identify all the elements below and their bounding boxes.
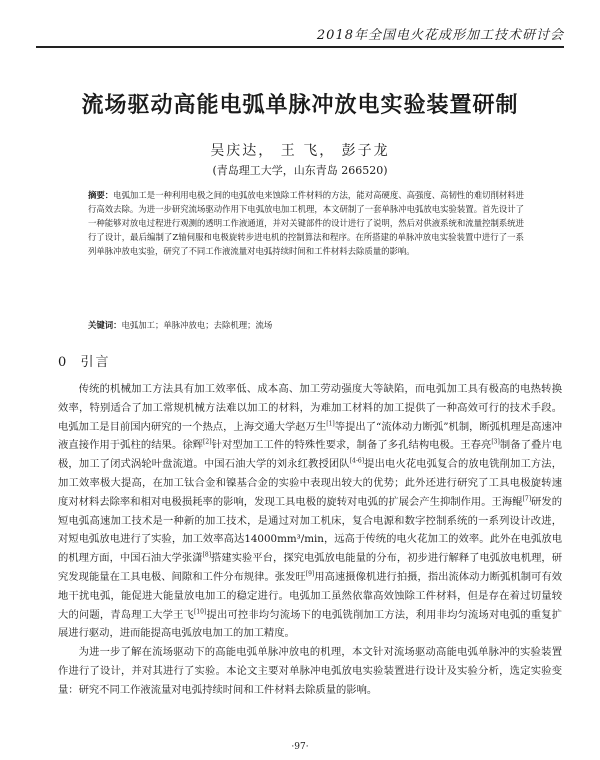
keywords bbox=[88, 318, 524, 332]
page-number: ·97· bbox=[291, 742, 309, 752]
abstract-text: 电弧加工是一种利用电极之间的电弧放电来蚀除工件材料的方法，能对高硬度、高强度、高韧性的难切削材料进行高效去除。为进一步研究流场驱动作用下电弧放电加工机理，本文研制了一套单脉冲电弧放电实验装置。首先设计了一种能够对放电过程进行观测的透明工作液通道，并对关键部件的设计进行了说明，然后对供液系统和流量控制系统进行了设计，最后编制了Z轴伺服和电极旋转步进电机的控制算法和程序。在所搭建的单脉冲放电实验装置中进行了一系列单脉冲放电实验，研究了不同工作液流量对电弧持续时间和工件材料去除质量的影响。 bbox=[88, 190, 524, 256]
citation: [9] bbox=[305, 570, 315, 578]
keywords-label: 关键词： bbox=[88, 320, 122, 330]
abstract-label: 摘要： bbox=[88, 190, 114, 200]
section-heading bbox=[58, 351, 111, 370]
section-title: 引言 bbox=[80, 355, 111, 370]
authors: 吴庆达， 王 飞， 彭子龙 bbox=[210, 143, 390, 159]
body-paragraph-2: 为进一步了解在流场驱动下的高能电弧单脉冲放电的机理，本文针对流场驱动高能电弧单脉冲的实验装置作进行了设计，并对其进行了实验。本论文主要对单脉冲电弧放电实验装置进行设计及实验分析，选定实验变量：研究不同工作液流量对电弧持续时间和工件材料去除质量的影响。 bbox=[58, 646, 562, 696]
keywords-text: 电弧加工；单脉冲放电；去除机理；流场 bbox=[121, 320, 273, 330]
paper-title: 流场驱动高能电弧单脉冲放电实验装置研制 bbox=[81, 93, 519, 118]
citation: [10] bbox=[194, 608, 207, 616]
header-rule bbox=[36, 46, 564, 48]
citation: [8] bbox=[202, 551, 212, 559]
affiliation: (青岛理工大学，山东青岛 266520) bbox=[212, 164, 388, 177]
citation: [2] bbox=[203, 438, 212, 446]
body-text bbox=[58, 380, 562, 700]
citation: [7] bbox=[522, 495, 532, 503]
abstract bbox=[88, 188, 524, 258]
body-paragraph-1: 传统的机械加工方法具有加工效率低、成本高、加工劳动强度大等缺陷，而电弧加工具有极高的电热转换效率，特别适合了加工常规机械方法难以加工的材料，为难加工材料的加工提供了一种高效可行的技术手段。电弧加工是目前国内研究的一个热点，上海交通大学赵万生[1]等提出了“流体动力断弧”机制，断弧机理是高速冲液直接作用于弧柱的结果。徐辉[2]针对型加工工件的特殊性要求，制备了多孔结构电极。王春亮[3]制备了叠片电极，加工了闭式涡轮叶盘流道。中国石油大学的刘永红教授团队[4-6]提出电火花电弧复合的放电铣削加工方法，加工效率极大提高，在加工钛合金和镍基合金的实验中表现出较大的优势；此外还进行研究了工具电极旋转速度对材料去除率和相对电极损耗率的影响，发现工具电极的旋转对电弧的扩展会产生抑制作用。王海鲲[7]研发的短电弧高速加工技术是一种新的加工技术，是通过对加工机床，复合电源和数字控制系统的一系列设计改进，对短电弧放电进行了实验，加工效率高达14000mm³/min，远高于传统的电火花加工的效率。此外在电弧放电的机理方面，中国石油大学张潇[8]搭建实验平台，探究电弧放电能量的分布，初步进行解释了电弧放电机理，研究发现能量在工具电极、间隙和工件分布规律。张发旺[9]用高速摄像机进行拍摄，指出流体动力断弧机制可有效地干扰电弧，能促进大能量放电加工的稳定进行。电弧加工虽然依靠高效蚀除工件材料，但是存在着过切量较大的问题，青岛理工大学王飞[10]提出可控非均匀流场下的电弧铣削加工方法，利用非均匀流场对电弧的重复扩展进行驱动，进而能提高电弧放电加工的加工精度。 bbox=[58, 383, 563, 640]
citation: [4-6] bbox=[349, 457, 365, 465]
citation: [3] bbox=[491, 438, 500, 446]
running-header: 2018年全国电火花成形加工技术研讨会 bbox=[316, 28, 564, 43]
citation: [1] bbox=[326, 420, 335, 428]
section-number: 0 bbox=[58, 355, 69, 370]
